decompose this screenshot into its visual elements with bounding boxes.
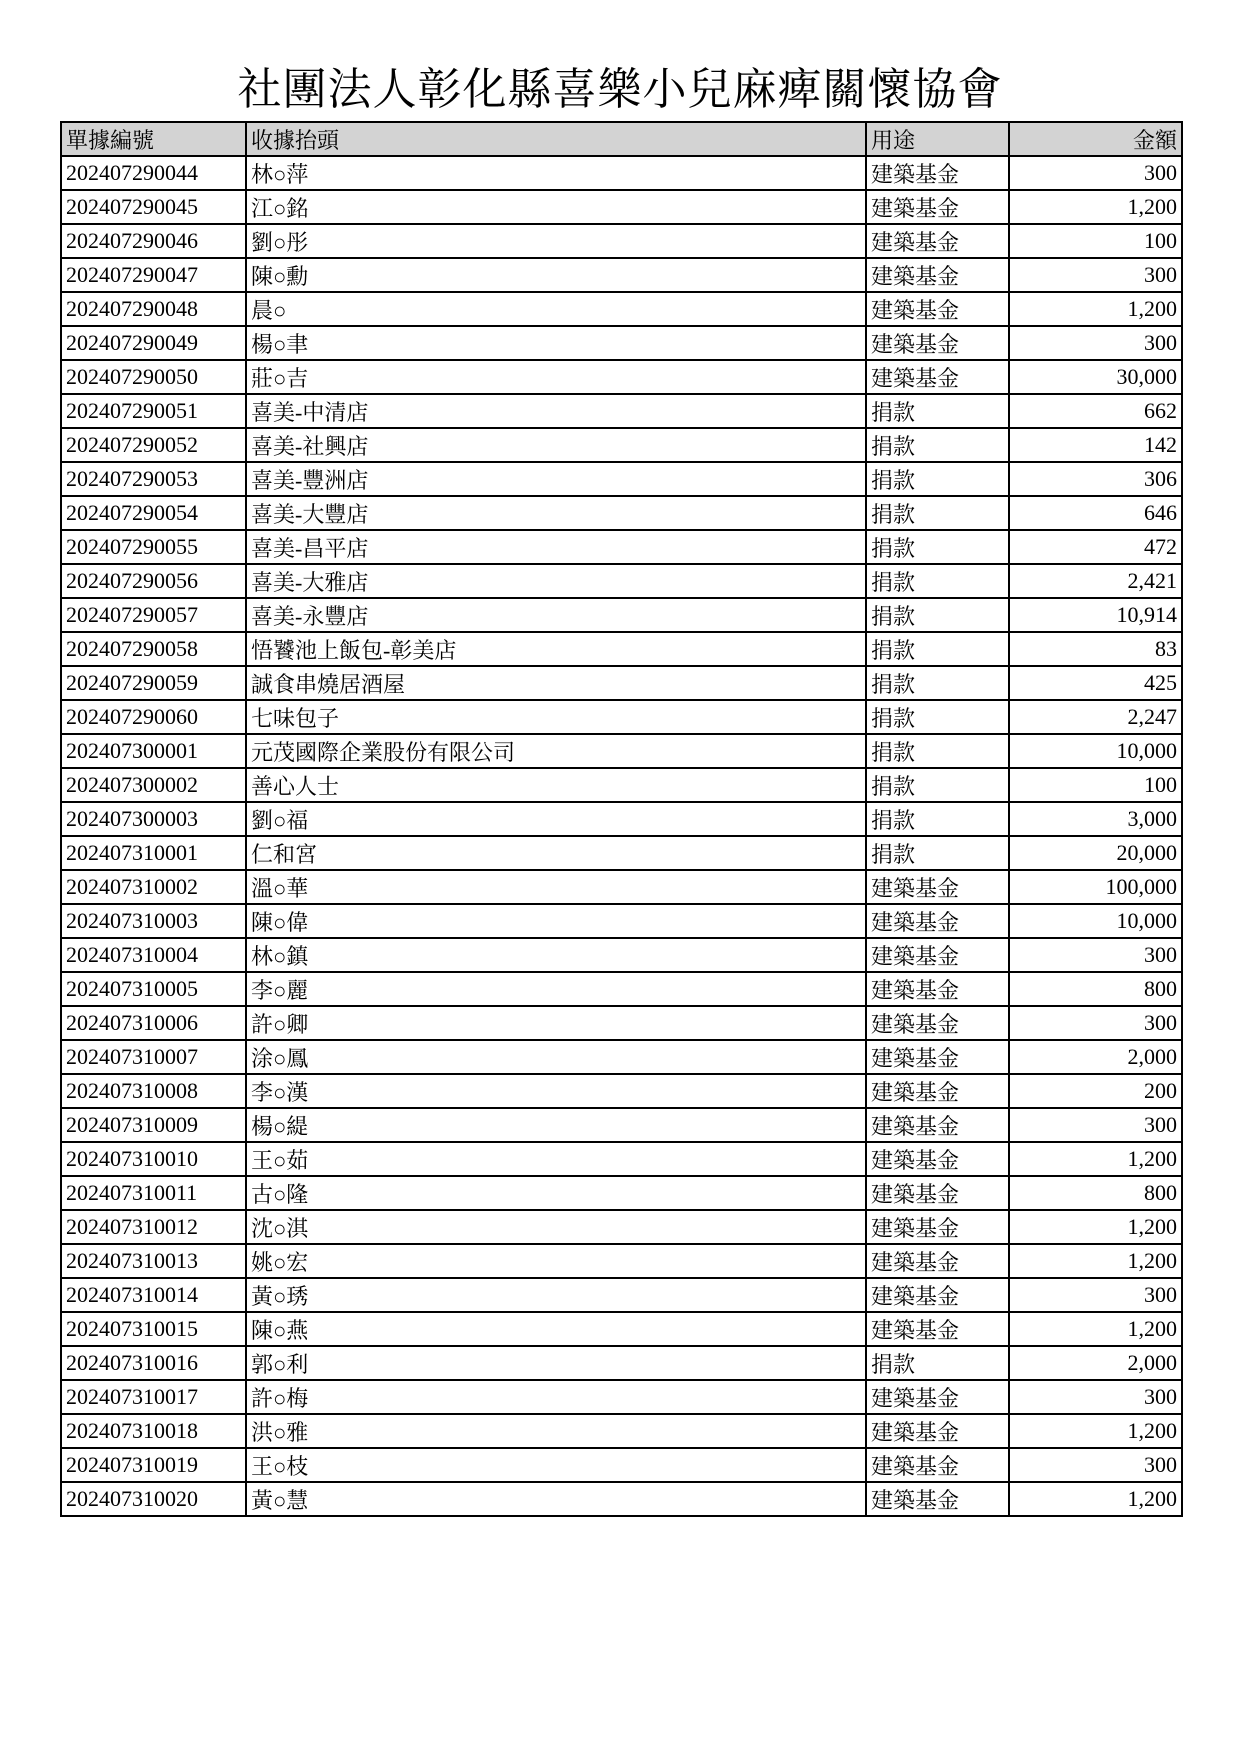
amount-cell: 3,000 [1009,802,1182,836]
payee-cell: 古○隆 [246,1176,866,1210]
payee-cell: 楊○聿 [246,326,866,360]
receipt-no-cell: 202407290050 [61,360,246,394]
receipt-no-cell: 202407310011 [61,1176,246,1210]
purpose-cell: 建築基金 [866,1176,1009,1210]
purpose-cell: 捐款 [866,802,1009,836]
payee-cell: 涂○鳳 [246,1040,866,1074]
table-row [61,1040,1182,1074]
amount-cell: 10,000 [1009,734,1182,768]
purpose-cell: 建築基金 [866,326,1009,360]
purpose-cell: 建築基金 [866,1414,1009,1448]
payee-cell: 李○漢 [246,1074,866,1108]
purpose-cell: 建築基金 [866,1006,1009,1040]
payee-cell: 悟饕池上飯包-彰美店 [246,632,866,666]
table-row [61,1006,1182,1040]
payee-cell: 黃○慧 [246,1482,866,1516]
payee-cell: 楊○緹 [246,1108,866,1142]
amount-cell: 472 [1009,530,1182,564]
purpose-cell: 建築基金 [866,1448,1009,1482]
receipt-no-cell: 202407290052 [61,428,246,462]
receipt-no-cell: 202407310018 [61,1414,246,1448]
receipt-no-cell: 202407290044 [61,156,246,190]
table-row [61,904,1182,938]
receipt-no-cell: 202407290045 [61,190,246,224]
receipt-no-cell: 202407290060 [61,700,246,734]
purpose-cell: 捐款 [866,632,1009,666]
table-row [61,428,1182,462]
amount-cell: 83 [1009,632,1182,666]
payee-cell: 郭○利 [246,1346,866,1380]
payee-cell: 喜美-大豐店 [246,496,866,530]
receipt-no-cell: 202407310012 [61,1210,246,1244]
amount-cell: 1,200 [1009,1482,1182,1516]
table-row [61,870,1182,904]
receipt-no-cell: 202407310009 [61,1108,246,1142]
payee-cell: 溫○華 [246,870,866,904]
receipt-no-cell: 202407310004 [61,938,246,972]
purpose-cell: 捐款 [866,768,1009,802]
payee-cell: 劉○彤 [246,224,866,258]
purpose-cell: 捐款 [866,530,1009,564]
payee-cell: 元茂國際企業股份有限公司 [246,734,866,768]
table-row [61,1244,1182,1278]
purpose-cell: 建築基金 [866,1482,1009,1516]
receipt-no-cell: 202407290056 [61,564,246,598]
payee-cell: 喜美-中清店 [246,394,866,428]
column-header-payee: 收據抬頭 [246,122,866,156]
receipt-no-cell: 202407290059 [61,666,246,700]
payee-cell: 許○卿 [246,1006,866,1040]
receipt-no-cell: 202407310015 [61,1312,246,1346]
purpose-cell: 建築基金 [866,1108,1009,1142]
purpose-cell: 建築基金 [866,1278,1009,1312]
payee-cell: 陳○偉 [246,904,866,938]
receipt-no-cell: 202407310007 [61,1040,246,1074]
payee-cell: 喜美-大雅店 [246,564,866,598]
receipt-no-cell: 202407310019 [61,1448,246,1482]
receipt-no-cell: 202407300003 [61,802,246,836]
payee-cell: 姚○宏 [246,1244,866,1278]
receipt-no-cell: 202407310008 [61,1074,246,1108]
amount-cell: 10,914 [1009,598,1182,632]
amount-cell: 300 [1009,1278,1182,1312]
amount-cell: 100 [1009,224,1182,258]
amount-cell: 300 [1009,258,1182,292]
purpose-cell: 建築基金 [866,1210,1009,1244]
amount-cell: 300 [1009,326,1182,360]
table-row [61,938,1182,972]
page-title: 社團法人彰化縣喜樂小兒麻痺關懷協會 [237,64,1003,115]
table-row [61,156,1182,190]
amount-cell: 20,000 [1009,836,1182,870]
table-row [61,802,1182,836]
purpose-cell: 建築基金 [866,1142,1009,1176]
receipt-no-cell: 202407310001 [61,836,246,870]
table-row [61,700,1182,734]
receipt-no-cell: 202407310014 [61,1278,246,1312]
receipt-no-cell: 202407310003 [61,904,246,938]
amount-cell: 10,000 [1009,904,1182,938]
payee-cell: 陳○燕 [246,1312,866,1346]
receipt-no-cell: 202407300002 [61,768,246,802]
payee-cell: 李○麗 [246,972,866,1006]
column-header-receipt-no: 單據編號 [61,122,246,156]
table-row [61,632,1182,666]
table-row [61,1278,1182,1312]
receipt-no-cell: 202407310016 [61,1346,246,1380]
payee-cell: 黃○琇 [246,1278,866,1312]
amount-cell: 2,000 [1009,1040,1182,1074]
purpose-cell: 建築基金 [866,190,1009,224]
payee-cell: 王○茹 [246,1142,866,1176]
amount-cell: 30,000 [1009,360,1182,394]
table-body [61,156,1182,1516]
amount-cell: 300 [1009,156,1182,190]
receipt-no-cell: 202407290053 [61,462,246,496]
amount-cell: 100,000 [1009,870,1182,904]
payee-cell: 喜美-社興店 [246,428,866,462]
payee-cell: 陳○勳 [246,258,866,292]
table-row [61,1312,1182,1346]
table-row [61,1142,1182,1176]
receipt-no-cell: 202407290051 [61,394,246,428]
payee-cell: 洪○雅 [246,1414,866,1448]
amount-cell: 1,200 [1009,1414,1182,1448]
receipt-no-cell: 202407290055 [61,530,246,564]
table-row [61,1346,1182,1380]
receipts-table [60,121,1183,1517]
table-row [61,496,1182,530]
amount-cell: 1,200 [1009,1244,1182,1278]
amount-cell: 142 [1009,428,1182,462]
receipt-no-cell: 202407310006 [61,1006,246,1040]
purpose-cell: 建築基金 [866,360,1009,394]
payee-cell: 七味包子 [246,700,866,734]
amount-cell: 2,421 [1009,564,1182,598]
amount-cell: 1,200 [1009,1142,1182,1176]
purpose-cell: 建築基金 [866,258,1009,292]
purpose-cell: 捐款 [866,496,1009,530]
payee-cell: 許○梅 [246,1380,866,1414]
table-row [61,1074,1182,1108]
purpose-cell: 建築基金 [866,1380,1009,1414]
amount-cell: 300 [1009,938,1182,972]
receipt-no-cell: 202407300001 [61,734,246,768]
amount-cell: 2,000 [1009,1346,1182,1380]
table-row [61,1380,1182,1414]
amount-cell: 300 [1009,1448,1182,1482]
payee-cell: 仁和宮 [246,836,866,870]
column-header-amount: 金額 [1009,122,1182,156]
amount-cell: 300 [1009,1380,1182,1414]
purpose-cell: 建築基金 [866,1074,1009,1108]
amount-cell: 1,200 [1009,292,1182,326]
purpose-cell: 建築基金 [866,224,1009,258]
table-row [61,530,1182,564]
purpose-cell: 捐款 [866,700,1009,734]
purpose-cell: 建築基金 [866,1312,1009,1346]
table-row [61,1482,1182,1516]
purpose-cell: 捐款 [866,1346,1009,1380]
table-row [61,292,1182,326]
table-row [61,190,1182,224]
purpose-cell: 捐款 [866,836,1009,870]
purpose-cell: 建築基金 [866,870,1009,904]
amount-cell: 1,200 [1009,1312,1182,1346]
column-header-purpose: 用途 [866,122,1009,156]
amount-cell: 662 [1009,394,1182,428]
purpose-cell: 捐款 [866,666,1009,700]
amount-cell: 2,247 [1009,700,1182,734]
purpose-cell: 捐款 [866,394,1009,428]
purpose-cell: 捐款 [866,462,1009,496]
table-header-row [61,122,1182,156]
receipt-no-cell: 202407290058 [61,632,246,666]
amount-cell: 100 [1009,768,1182,802]
payee-cell: 喜美-豐洲店 [246,462,866,496]
purpose-cell: 建築基金 [866,156,1009,190]
table-row [61,598,1182,632]
payee-cell: 莊○吉 [246,360,866,394]
receipt-no-cell: 202407290054 [61,496,246,530]
table-row [61,734,1182,768]
table-row [61,224,1182,258]
table-row [61,1176,1182,1210]
payee-cell: 誠食串燒居酒屋 [246,666,866,700]
table-row [61,564,1182,598]
payee-cell: 善心人士 [246,768,866,802]
purpose-cell: 捐款 [866,428,1009,462]
receipt-no-cell: 202407310002 [61,870,246,904]
receipt-no-cell: 202407310020 [61,1482,246,1516]
table-row [61,394,1182,428]
table-row [61,1210,1182,1244]
amount-cell: 1,200 [1009,190,1182,224]
payee-cell: 江○銘 [246,190,866,224]
purpose-cell: 捐款 [866,598,1009,632]
receipt-no-cell: 202407310017 [61,1380,246,1414]
amount-cell: 800 [1009,972,1182,1006]
receipt-no-cell: 202407290046 [61,224,246,258]
table-row [61,326,1182,360]
amount-cell: 200 [1009,1074,1182,1108]
table-row [61,1448,1182,1482]
purpose-cell: 捐款 [866,734,1009,768]
purpose-cell: 捐款 [866,564,1009,598]
purpose-cell: 建築基金 [866,292,1009,326]
payee-cell: 林○萍 [246,156,866,190]
amount-cell: 300 [1009,1006,1182,1040]
table-row [61,1414,1182,1448]
amount-cell: 646 [1009,496,1182,530]
table-row [61,836,1182,870]
amount-cell: 425 [1009,666,1182,700]
receipt-no-cell: 202407290057 [61,598,246,632]
purpose-cell: 建築基金 [866,1244,1009,1278]
payee-cell: 沈○淇 [246,1210,866,1244]
receipt-no-cell: 202407290047 [61,258,246,292]
purpose-cell: 建築基金 [866,1040,1009,1074]
payee-cell: 劉○福 [246,802,866,836]
payee-cell: 喜美-永豐店 [246,598,866,632]
purpose-cell: 建築基金 [866,904,1009,938]
amount-cell: 800 [1009,1176,1182,1210]
table-row [61,972,1182,1006]
purpose-cell: 建築基金 [866,972,1009,1006]
payee-cell: 林○鎮 [246,938,866,972]
table-row [61,258,1182,292]
receipt-no-cell: 202407310005 [61,972,246,1006]
amount-cell: 300 [1009,1108,1182,1142]
receipt-no-cell: 202407310010 [61,1142,246,1176]
receipt-no-cell: 202407290048 [61,292,246,326]
table-row [61,1108,1182,1142]
receipt-no-cell: 202407290049 [61,326,246,360]
payee-cell: 喜美-昌平店 [246,530,866,564]
table-row [61,768,1182,802]
table-row [61,360,1182,394]
payee-cell: 晨○ [246,292,866,326]
table-row [61,666,1182,700]
payee-cell: 王○枝 [246,1448,866,1482]
amount-cell: 306 [1009,462,1182,496]
table-row [61,462,1182,496]
receipt-no-cell: 202407310013 [61,1244,246,1278]
amount-cell: 1,200 [1009,1210,1182,1244]
purpose-cell: 建築基金 [866,938,1009,972]
